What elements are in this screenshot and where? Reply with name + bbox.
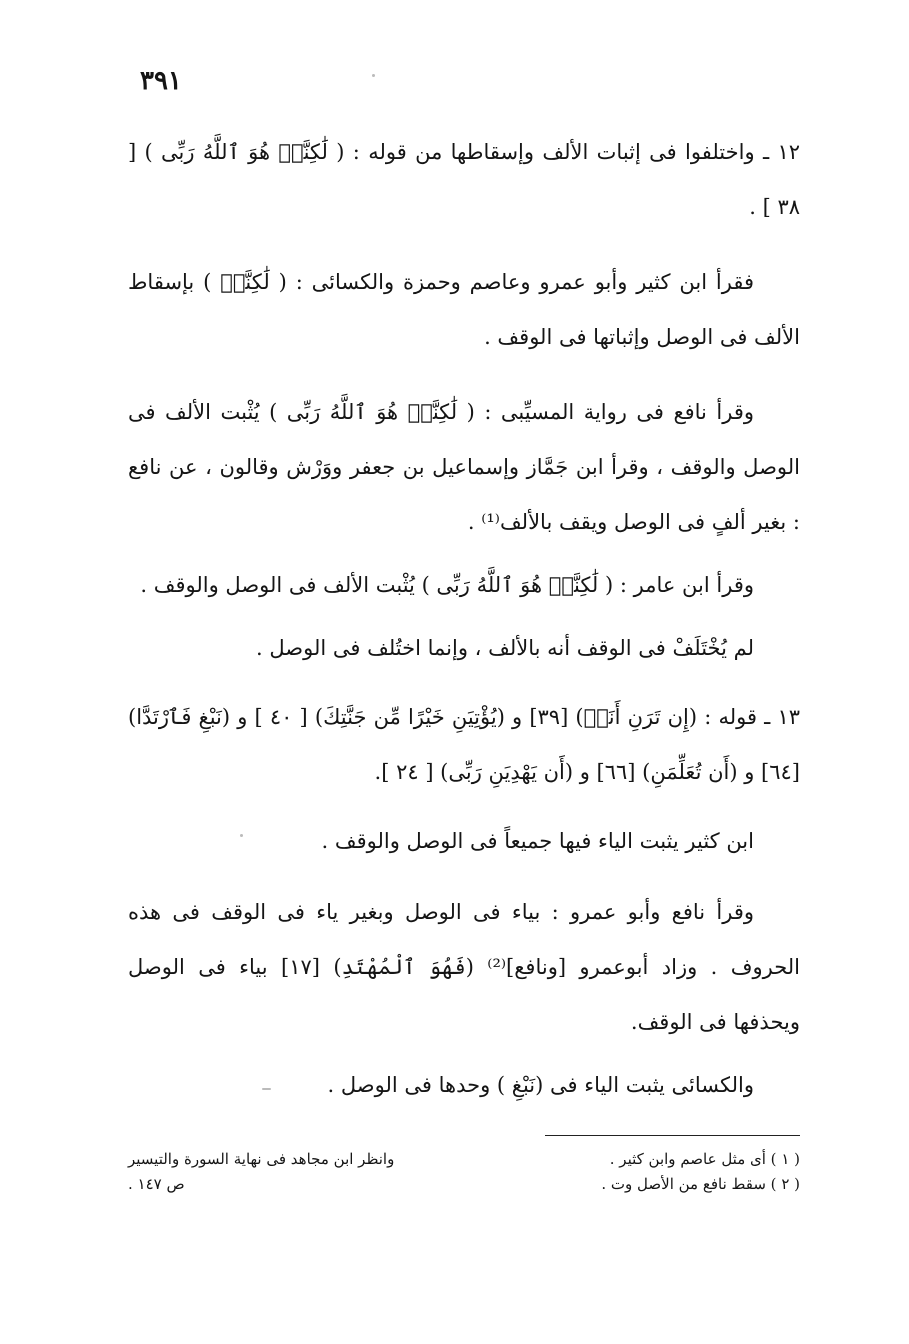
scan-speck — [240, 834, 243, 837]
paragraph-nafi-abu-amr: وقرأ نافع وأبو عمرو : بياء فى الوصل وبغير ياء فى الوقف فى هذه الحروف . وزاد أبوعمرو [ونافع]⁽²⁾ (فَهُوَ ٱلْمُهْتَدِ) [١٧] بياء فى الوصل ويحذفها فى الوقف. — [128, 900, 800, 1034]
footnote-2 — [128, 1172, 800, 1197]
paragraph-waqf-note: لم يُخْتَلَفْ فى الوقف أنه بالألف ، وإنما اختُلف فى الوصل . — [256, 636, 754, 660]
paragraph-ibn-kathir: ابن كثير يثبت الياء فيها جميعاً فى الوصل والوقف . — [321, 829, 754, 853]
paragraph-ibn-amir: وقرأ ابن عامر : ( لَٰكِنَّا۠ هُوَ ٱللَّهُ رَبِّى ) يُثْبت الألف فى الوصل والوقف . — [140, 573, 754, 597]
paragraph-kisai: والكسائى يثبت الياء فى (نَبْغِ ) وحدها فى الوصل . — [327, 1073, 754, 1097]
body-text — [128, 125, 800, 1113]
scan-speck — [262, 1088, 271, 1090]
footnote-1-text: ( ١ ) أى مثل عاصم وابن كثير . — [609, 1150, 800, 1168]
footnote-1-continuation: وانظر ابن مجاهد فى نهاية السورة والتيسير — [128, 1150, 395, 1168]
scan-speck — [372, 74, 375, 77]
page-number: ٣٩١ — [140, 66, 182, 96]
footnote-2-continuation: ص ١٤٧ . — [128, 1175, 185, 1193]
paragraph-nafi-reading: وقرأ نافع فى رواية المسيِّبى : ( لَٰكِنَّا۠ هُوَ ٱللَّهُ رَبِّى ) يُثْبت الألف فى الوصل والوقف ، وقرأ ابن جَمَّاز وإسماعيل بن جعفر ووَرْش وقالون ، عن نافع : بغير ألفٍ فى الوصل ويقف بالألف⁽¹⁾ . — [128, 400, 800, 534]
paragraph-13: ١٣ ـ قوله : (إِن تَرَنِ أَنَا۠) [٣٩] و (يُؤْتِيَنِ خَيْرًا مِّن جَنَّتِكَ) [ ٤٠ ] و (نَبْغِ فَٱرْتَدَّا) [٦٤] و (أَن تُعَلِّمَنِ) [٦٦] و (أَن يَهْدِيَنِ رَبِّى) [ ٢٤ ]. — [128, 705, 800, 784]
footnote-2-text: ( ٢ ) سقط نافع من الأصل وت . — [601, 1175, 800, 1193]
footnote-divider — [545, 1135, 800, 1136]
paragraph-12: ١٢ ـ واختلفوا فى إثبات الألف وإسقاطها من قوله : ( لَٰكِنَّا۠ هُوَ ٱللَّهُ رَبِّى ) [ ٣٨ ] . — [128, 140, 800, 219]
paragraph-readers-list: فقرأ ابن كثير وأبو عمرو وعاصم وحمزة والكسائى : ( لَٰكِنَّا۠ ) بإسقاط الألف فى الوصل وإثباتها فى الوقف . — [128, 270, 800, 349]
footnote-1 — [128, 1147, 800, 1172]
footnotes — [128, 1147, 800, 1197]
